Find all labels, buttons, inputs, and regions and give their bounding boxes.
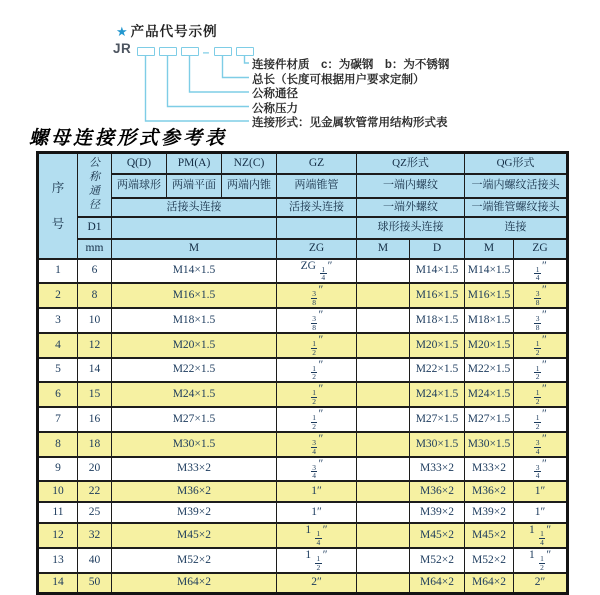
table-row: [38, 502, 568, 523]
header-desc-nz: 两端内锥: [222, 174, 277, 198]
cell-row-no: 3: [38, 308, 78, 333]
leader-line-material: [245, 55, 250, 63]
cell-gz-zg: $\frac{3}{4}$ ″: [277, 432, 357, 457]
cell-qz-m: [357, 481, 410, 502]
cell-dn-mm: 8: [78, 283, 112, 308]
header-desc-qz-2: 一端外螺纹: [357, 198, 465, 217]
cell-m-thread: M64×2: [112, 573, 277, 594]
cell-m-thread: M30×1.5: [112, 432, 277, 457]
cell-qz-d: M27×1.5: [410, 407, 465, 432]
cell-row-no: 14: [38, 573, 78, 594]
label-material: 连接件材质 c：为碳钢 b：为不锈钢: [252, 59, 450, 71]
cell-qz-m: [357, 548, 410, 573]
header-union-gz: 活接头连接: [277, 198, 357, 217]
header-desc-qg-1: 一端内螺纹活接头: [465, 174, 568, 198]
cell-qg-m: M18×1.5: [465, 308, 514, 333]
cell-qg-zg: $\frac{3}{8}$ ″: [514, 283, 568, 308]
table-row: [38, 333, 568, 358]
header-cell-gz: GZ: [277, 153, 357, 174]
label-nominal-pressure: 公称压力: [252, 102, 298, 115]
diagram-heading-text: 产品代号示例: [130, 24, 218, 39]
cell-row-no: 8: [38, 432, 78, 457]
cell-qg-m: M27×1.5: [465, 407, 514, 432]
cell-qz-d: M14×1.5: [410, 259, 465, 284]
cell-dn-mm: 20: [78, 457, 112, 482]
cell-qz-m: [357, 502, 410, 523]
cell-m-thread: M22×1.5: [112, 358, 277, 383]
nut-connection-table: [36, 151, 569, 595]
cell-m-thread: M33×2: [112, 457, 277, 482]
header-cell-no: 序号: [38, 153, 78, 259]
code-box-1: [137, 47, 155, 56]
header-cell-qg: QG形式: [465, 153, 568, 174]
cell-qg-zg: 1 $\frac{1}{2}$ ″: [514, 548, 568, 573]
cell-row-no: 5: [38, 358, 78, 383]
leader-line-pressure: [168, 55, 250, 107]
cell-qz-m: [357, 358, 410, 383]
cell-dn-mm: 50: [78, 573, 112, 594]
cell-qg-zg: $\frac{1}{2}$ ″: [514, 407, 568, 432]
header-empty-left: [112, 217, 277, 239]
table-row: [38, 432, 568, 457]
cell-m-thread: M20×1.5: [112, 333, 277, 358]
header-desc-qz-3: 球形接头连接: [357, 217, 465, 239]
cell-dn-mm: 6: [78, 259, 112, 284]
table-row: [38, 283, 568, 308]
cell-qz-m: [357, 259, 410, 284]
table-row: [38, 358, 568, 383]
cell-qg-m: M30×1.5: [465, 432, 514, 457]
cell-gz-zg: $\frac{3}{8}$ ″: [277, 308, 357, 333]
cell-qg-zg: 1 $\frac{1}{4}$ ″: [514, 523, 568, 548]
label-connection-form: 连接形式：见金属软管常用结构形式表: [252, 117, 448, 129]
cell-gz-zg: $\frac{1}{2}$ ″: [277, 407, 357, 432]
product-code-prefix: JR: [113, 41, 132, 56]
header-desc-qg-2: 一端锥管螺纹接头: [465, 198, 568, 217]
code-dash: –: [202, 45, 210, 59]
cell-qg-m: M64×2: [465, 573, 514, 594]
header-cell-q: Q(D): [112, 153, 167, 174]
header-sub-qz-d: D: [410, 239, 465, 259]
cell-m-thread: M18×1.5: [112, 308, 277, 333]
table-row: [38, 382, 568, 407]
header-cell-d1: D1: [78, 217, 112, 239]
header-desc-qz-1: 一端内螺纹: [357, 174, 465, 198]
cell-m-thread: M36×2: [112, 481, 277, 502]
header-sub-qz-m: M: [357, 239, 410, 259]
cell-qz-d: M18×1.5: [410, 308, 465, 333]
header-cell-qz: QZ形式: [357, 153, 465, 174]
cell-row-no: 13: [38, 548, 78, 573]
cell-qz-m: [357, 283, 410, 308]
cell-qz-m: [357, 333, 410, 358]
table-row: [38, 548, 568, 573]
cell-gz-zg: 2″: [277, 573, 357, 594]
cell-dn-mm: 15: [78, 382, 112, 407]
code-box-2: [159, 47, 177, 56]
cell-row-no: 4: [38, 333, 78, 358]
code-box-3: [181, 47, 199, 56]
cell-qz-m: [357, 457, 410, 482]
header-desc-gz: 两端锥管: [277, 174, 357, 198]
cell-qg-zg: 1″: [514, 502, 568, 523]
header-union-left: 活接头连接: [112, 198, 277, 217]
cell-qz-d: M52×2: [410, 548, 465, 573]
table-row: [38, 457, 568, 482]
cell-dn-mm: 10: [78, 308, 112, 333]
cell-qg-zg: $\frac{1}{4}$ ″: [514, 259, 568, 284]
leader-line-diameter: [190, 55, 250, 92]
cell-dn-mm: 25: [78, 502, 112, 523]
cell-qg-m: M33×2: [465, 457, 514, 482]
code-box-5: [236, 47, 254, 56]
code-box-4: [214, 47, 232, 56]
table-row: [38, 407, 568, 432]
cell-gz-zg: $\frac{3}{8}$ ″: [277, 283, 357, 308]
cell-dn-mm: 12: [78, 333, 112, 358]
table-body: [38, 259, 568, 594]
cell-qg-m: M22×1.5: [465, 358, 514, 383]
table-title: 螺母连接形式参考表: [29, 128, 228, 149]
cell-row-no: 2: [38, 283, 78, 308]
cell-gz-zg: 1″: [277, 481, 357, 502]
cell-qz-m: [357, 407, 410, 432]
cell-qg-zg: 1″: [514, 481, 568, 502]
header-sub-qg-zg: ZG: [514, 239, 568, 259]
cell-gz-zg: $\frac{3}{4}$ ″: [277, 457, 357, 482]
cell-qg-m: M36×2: [465, 481, 514, 502]
cell-qz-m: [357, 432, 410, 457]
cell-dn-mm: 16: [78, 407, 112, 432]
cell-qz-d: M33×2: [410, 457, 465, 482]
cell-qg-zg: $\frac{1}{2}$ ″: [514, 358, 568, 383]
header-cell-mm: mm: [78, 239, 112, 259]
cell-m-thread: M24×1.5: [112, 382, 277, 407]
cell-m-thread: M45×2: [112, 523, 277, 548]
table-row: [38, 308, 568, 333]
leader-line-form: [146, 55, 250, 121]
cell-gz-zg: 1 $\frac{1}{4}$ ″: [277, 523, 357, 548]
cell-row-no: 6: [38, 382, 78, 407]
cell-qg-zg: $\frac{3}{4}$ ″: [514, 457, 568, 482]
cell-qz-d: M45×2: [410, 523, 465, 548]
cell-qz-d: M36×2: [410, 481, 465, 502]
table-header: [38, 153, 568, 259]
cell-gz-zg: 1″: [277, 502, 357, 523]
cell-dn-mm: 32: [78, 523, 112, 548]
table-row: [38, 259, 568, 284]
cell-dn-mm: 22: [78, 481, 112, 502]
cell-m-thread: M39×2: [112, 502, 277, 523]
cell-gz-zg: 1 $\frac{1}{2}$ ″: [277, 548, 357, 573]
cell-row-no: 10: [38, 481, 78, 502]
cell-qg-m: M39×2: [465, 502, 514, 523]
cell-qg-m: M14×1.5: [465, 259, 514, 284]
header-cell-pm: PM(A): [167, 153, 222, 174]
cell-qg-m: M16×1.5: [465, 283, 514, 308]
cell-qg-zg: $\frac{3}{4}$ ″: [514, 432, 568, 457]
header-cell-nz: NZ(C): [222, 153, 277, 174]
cell-qz-m: [357, 523, 410, 548]
table-row: [38, 573, 568, 594]
cell-qz-d: M16×1.5: [410, 283, 465, 308]
header-desc-pm: 两端平面: [167, 174, 222, 198]
label-total-length: 总长（长度可根据用户要求定制）: [252, 73, 425, 86]
cell-qg-zg: 2″: [514, 573, 568, 594]
cell-qg-m: M45×2: [465, 523, 514, 548]
header-sub-m: M: [112, 239, 277, 259]
cell-qg-zg: $\frac{1}{2}$ ″: [514, 382, 568, 407]
star-icon: ★: [116, 24, 129, 39]
cell-qg-m: M52×2: [465, 548, 514, 573]
cell-qg-m: M24×1.5: [465, 382, 514, 407]
cell-gz-zg: $\frac{1}{2}$ ″: [277, 382, 357, 407]
cell-gz-zg: $\frac{1}{2}$ ″: [277, 333, 357, 358]
table-row: [38, 523, 568, 548]
cell-row-no: 7: [38, 407, 78, 432]
cell-qz-d: M24×1.5: [410, 382, 465, 407]
header-desc-qg-3: 连接: [465, 217, 568, 239]
cell-row-no: 9: [38, 457, 78, 482]
cell-qz-d: M30×1.5: [410, 432, 465, 457]
cell-qg-m: M20×1.5: [465, 333, 514, 358]
table-row: [38, 481, 568, 502]
cell-row-no: 11: [38, 502, 78, 523]
cell-m-thread: M14×1.5: [112, 259, 277, 284]
cell-m-thread: M16×1.5: [112, 283, 277, 308]
cell-dn-mm: 14: [78, 358, 112, 383]
cell-row-no: 1: [38, 259, 78, 284]
header-cell-dn: 公称通径: [78, 153, 112, 217]
cell-qg-zg: $\frac{1}{2}$ ″: [514, 333, 568, 358]
cell-m-thread: M52×2: [112, 548, 277, 573]
cell-qz-m: [357, 573, 410, 594]
cell-qz-m: [357, 308, 410, 333]
header-sub-qg-m: M: [465, 239, 514, 259]
cell-qz-d: M22×1.5: [410, 358, 465, 383]
cell-qz-d: M64×2: [410, 573, 465, 594]
cell-gz-zg: ZG $\frac{1}{4}$ ″: [277, 259, 357, 284]
cell-dn-mm: 40: [78, 548, 112, 573]
cell-gz-zg: $\frac{1}{2}$ ″: [277, 358, 357, 383]
cell-qz-m: [357, 382, 410, 407]
cell-row-no: 12: [38, 523, 78, 548]
header-empty-gz: [277, 217, 357, 239]
label-nominal-diameter: 公称通径: [252, 88, 298, 100]
cell-qg-zg: $\frac{3}{8}$ ″: [514, 308, 568, 333]
diagram-heading: [116, 20, 218, 40]
cell-dn-mm: 18: [78, 432, 112, 457]
header-desc-q: 两端球形: [112, 174, 167, 198]
cell-m-thread: M27×1.5: [112, 407, 277, 432]
cell-qz-d: M39×2: [410, 502, 465, 523]
header-sub-zg: ZG: [277, 239, 357, 259]
cell-qz-d: M20×1.5: [410, 333, 465, 358]
